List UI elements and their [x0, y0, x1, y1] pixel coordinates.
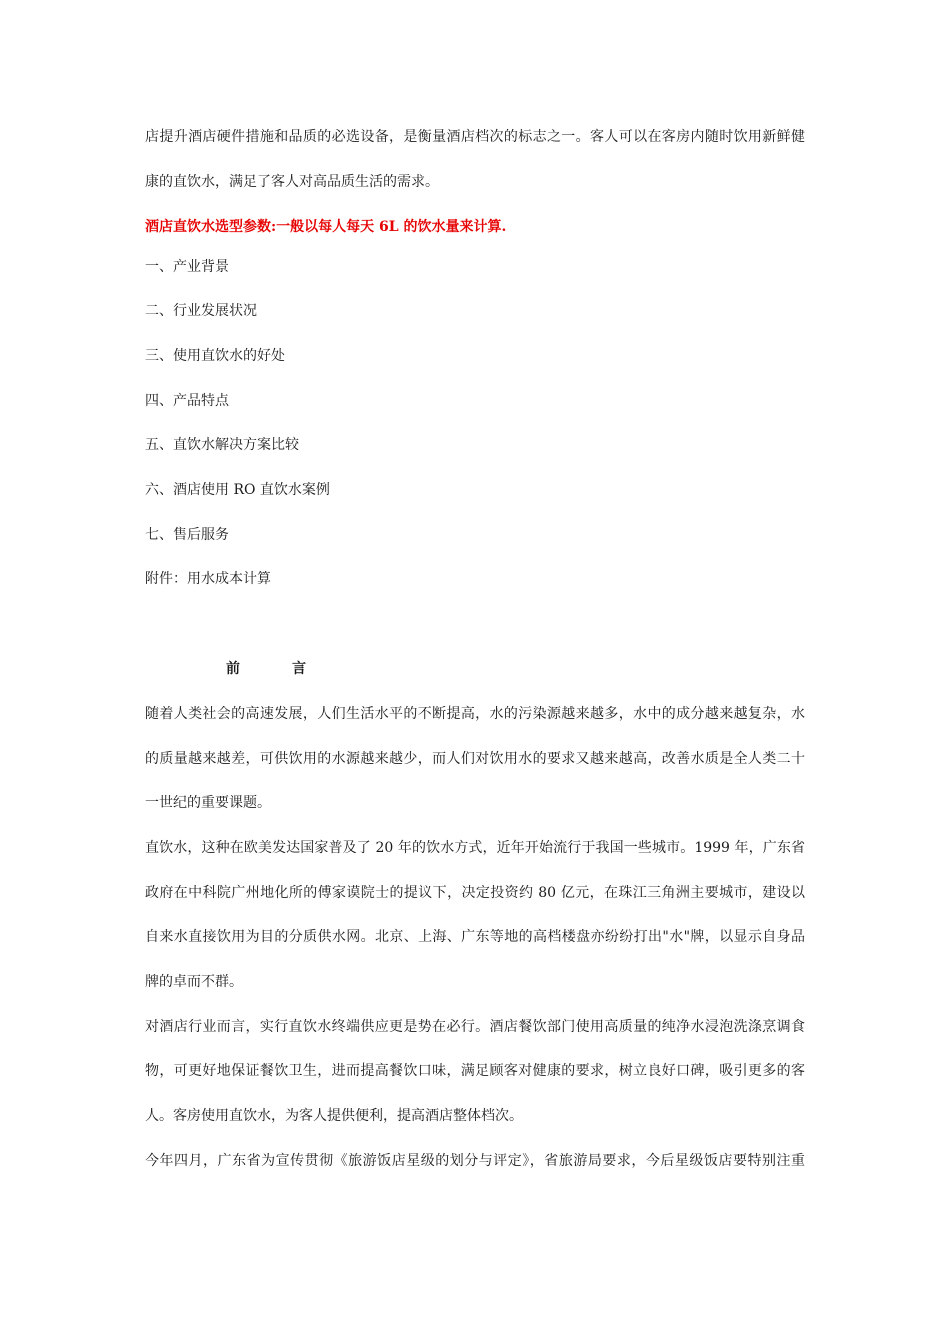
preface-p4-line-1: 今年四月，广东省为宣传贯彻《旅游饭店星级的划分与评定》，省旅游局要求，今后星级饭店要特别注重	[145, 1153, 805, 1169]
toc-item: 七、售后服务	[145, 527, 229, 543]
preface-p2-line-2: 政府在中科院广州地化所的傅家谟院士的提议下，决定投资约 80 亿元，在珠江三角洲主要城市，建设以	[145, 885, 805, 901]
toc-item: 六、酒店使用 RO 直饮水案例	[145, 482, 330, 498]
preface-p3-line-2: 物，可更好地保证餐饮卫生，进而提高餐饮口味，满足顾客对健康的要求，树立良好口碑，吸引更多的客	[145, 1063, 805, 1079]
toc-item: 一、产业背景	[145, 259, 229, 275]
preface-heading-char-2: 言	[292, 661, 306, 677]
preface-p3-line-3: 人。客房使用直饮水，为客人提供便利，提高酒店整体档次。	[145, 1108, 523, 1124]
preface-p1-line-2: 的质量越来越差，可供饮用的水源越来越少，而人们对饮用水的要求又越来越高，改善水质是全人类二十	[145, 751, 805, 767]
toc-item: 二、行业发展状况	[145, 303, 257, 319]
toc-item-appendix: 附件：用水成本计算	[145, 571, 271, 587]
preface-heading-char-1: 前	[226, 661, 240, 677]
preface-p3-line-1: 对酒店行业而言，实行直饮水终端供应更是势在必行。酒店餐饮部门使用高质量的纯净水浸泡洗涤烹调食	[145, 1019, 805, 1035]
selection-parameter-note: 酒店直饮水选型参数:一般以每人每天 6L 的饮水量来计算.	[145, 219, 507, 235]
preface-p1-line-1: 随着人类社会的高速发展，人们生活水平的不断提高，水的污染源越来越多，水中的成分越来越复杂，水	[145, 706, 805, 722]
toc-item: 五、直饮水解决方案比较	[145, 437, 299, 453]
preface-p2-line-1: 直饮水，这种在欧美发达国家普及了 20 年的饮水方式，近年开始流行于我国一些城市。1999 年，广东省	[145, 840, 805, 856]
preface-p2-line-3: 自来水直接饮用为目的分质供水网。北京、上海、广东等地的高档楼盘亦纷纷打出"水"牌，以显示自身品	[145, 929, 805, 945]
preface-p1-line-3: 一世纪的重要课题。	[145, 795, 271, 811]
preface-p2-line-4: 牌的卓而不群。	[145, 974, 243, 990]
intro-line-1: 店提升酒店硬件措施和品质的必选设备，是衡量酒店档次的标志之一。客人可以在客房内随时饮用新鲜健	[145, 129, 805, 145]
toc-item: 四、产品特点	[145, 393, 229, 409]
intro-line-2: 康的直饮水，满足了客人对高品质生活的需求。	[145, 174, 439, 190]
toc-item: 三、使用直饮水的好处	[145, 348, 285, 364]
